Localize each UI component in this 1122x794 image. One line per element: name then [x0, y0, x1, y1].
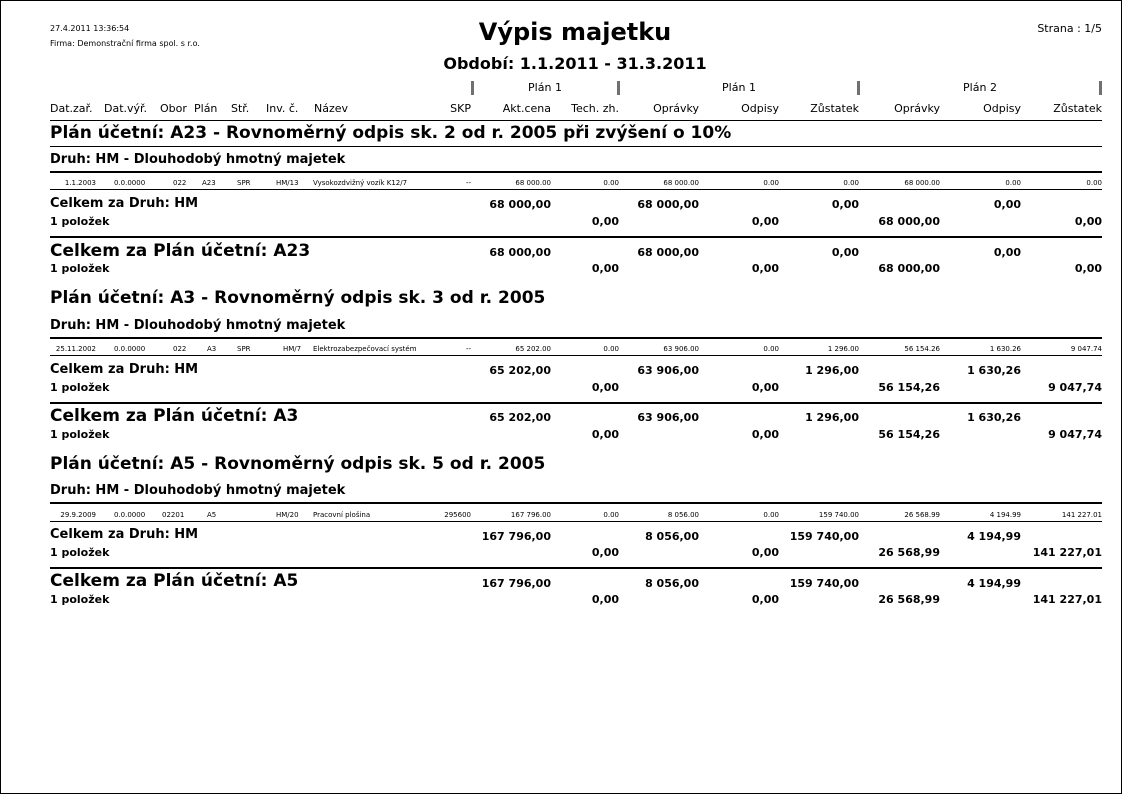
- firm-name: Firma: Demonstrační firma spol. s r.o.: [50, 39, 200, 48]
- druh-total-label: Celkem za Druh: HM: [50, 196, 199, 211]
- druh-total-odpisy-2: 1 630,26: [967, 364, 1021, 377]
- druh-divider: [50, 171, 1102, 173]
- cell-inv: HM/20: [276, 511, 299, 519]
- druh-divider: [50, 502, 1102, 504]
- cell-obor: 022: [173, 345, 187, 353]
- col-akt-cena: Akt.cena: [502, 102, 551, 115]
- plan-total-odpisy-2: 1 630,26: [967, 411, 1021, 424]
- cell-opravky-1: 8 056.00: [667, 511, 699, 519]
- cell-dat-vyr: 0.0.0000: [114, 345, 146, 353]
- druh-total-opravky-1: 63 906,00: [637, 364, 699, 377]
- plan-total-count: 1 položek: [50, 593, 110, 606]
- plan-total-opravky-2: 56 154,26: [878, 428, 940, 441]
- druh-total-tech-zh: 0,00: [591, 215, 619, 228]
- cell-dat-vyr: 0.0.0000: [114, 511, 146, 519]
- col-plan: Plán: [194, 102, 218, 115]
- plan-total-zustatek-1: 0,00: [831, 246, 859, 259]
- col-odpisy-2: Odpisy: [983, 102, 1021, 115]
- cell-skp: --: [465, 345, 471, 353]
- cell-tech-zh: 0.00: [603, 345, 619, 353]
- plan-total-zustatek-1: 1 296,00: [805, 411, 859, 424]
- plan-total-opravky-2: 26 568,99: [878, 593, 940, 606]
- druh-total-odpisy-1: 0,00: [751, 381, 779, 394]
- header-divider: [50, 120, 1102, 121]
- cell-opravky-1: 68 000.00: [663, 179, 699, 187]
- druh-total-odpisy-1: 0,00: [751, 215, 779, 228]
- col-inv: Inv. č.: [266, 102, 299, 115]
- druh-total-akt-cena: 65 202,00: [489, 364, 551, 377]
- cell-odpisy-2: 0.00: [1005, 179, 1021, 187]
- druh-total-akt-cena: 68 000,00: [489, 198, 551, 211]
- druh-total-count: 1 položek: [50, 381, 110, 394]
- cell-opravky-1: 63 906.00: [663, 345, 699, 353]
- plan-group-label: Plán 1: [722, 81, 756, 94]
- cell-dat-zar: 1.1.2003: [64, 179, 96, 187]
- cell-inv: HM/13: [276, 179, 299, 187]
- druh-divider: [50, 337, 1102, 339]
- cell-plan: A5: [207, 511, 217, 519]
- plan-total-zustatek-2: 0,00: [1074, 262, 1102, 275]
- druh-total-label: Celkem za Druh: HM: [50, 527, 199, 542]
- druh-total-odpisy-1: 0,00: [751, 546, 779, 559]
- cell-zustatek-2: 9 047.74: [1070, 345, 1102, 353]
- druh-title: Druh: HM - Dlouhodobý hmotný majetek: [50, 483, 346, 498]
- cell-odpisy-2: 4 194.99: [989, 511, 1021, 519]
- plan-total-akt-cena: 167 796,00: [481, 577, 551, 590]
- cell-obor: 022: [173, 179, 187, 187]
- plan-total-opravky-1: 68 000,00: [637, 246, 699, 259]
- cell-nazev: Pracovní plošina: [313, 511, 371, 519]
- cell-odpisy-1: 0.00: [763, 345, 779, 353]
- cell-dat-zar: 25.11.2002: [55, 345, 96, 353]
- druh-total-tech-zh: 0,00: [591, 381, 619, 394]
- plan-total-odpisy-2: 4 194,99: [967, 577, 1021, 590]
- col-zustatek-1: Zůstatek: [810, 102, 859, 115]
- cell-plan: A3: [207, 345, 217, 353]
- druh-total-tech-zh: 0,00: [591, 546, 619, 559]
- plan-total-zustatek-1: 159 740,00: [789, 577, 859, 590]
- cell-zustatek-1: 1 296.00: [827, 345, 859, 353]
- plan-total-label: Celkem za Plán účetní: A23: [50, 241, 311, 261]
- plan-total-tech-zh: 0,00: [591, 262, 619, 275]
- cell-akt-cena: 65 202.00: [515, 345, 551, 353]
- cell-odpisy-1: 0.00: [763, 511, 779, 519]
- total-divider: [50, 567, 1102, 569]
- cell-opravky-2: 56 154.26: [904, 345, 940, 353]
- druh-total-zustatek-2: 141 227,01: [1032, 546, 1102, 559]
- cell-odpisy-2: 1 630.26: [989, 345, 1021, 353]
- plan-total-odpisy-2: 0,00: [993, 246, 1021, 259]
- cell-nazev: Vysokozdvižný vozík K12/7: [313, 179, 408, 187]
- druh-total-zustatek-2: 0,00: [1074, 215, 1102, 228]
- report-period: Období: 1.1.2011 - 31.3.2011: [443, 54, 707, 73]
- cell-skp: 295600: [444, 511, 471, 519]
- report-datetime: 27.4.2011 13:36:54: [50, 24, 130, 33]
- druh-total-label: Celkem za Druh: HM: [50, 362, 199, 377]
- cell-opravky-2: 26 568.99: [904, 511, 940, 519]
- plan-group-label: Plán 1: [528, 81, 562, 94]
- plan-title: Plán účetní: A3 - Rovnoměrný odpis sk. 3 od r. 2005: [50, 288, 546, 308]
- plan-total-label: Celkem za Plán účetní: A5: [50, 571, 299, 591]
- cell-skp: --: [465, 179, 471, 187]
- plan-total-tech-zh: 0,00: [591, 593, 619, 606]
- group-separator: [1099, 81, 1102, 95]
- druh-total-akt-cena: 167 796,00: [481, 530, 551, 543]
- cell-akt-cena: 68 000.00: [515, 179, 551, 187]
- cell-tech-zh: 0.00: [603, 179, 619, 187]
- group-separator: [471, 81, 474, 95]
- plan-title: Plán účetní: A23 - Rovnoměrný odpis sk. 2 od r. 2005 při zvýšení o 10%: [50, 123, 732, 143]
- col-zustatek-2: Zůstatek: [1053, 102, 1102, 115]
- group-separator: [857, 81, 860, 95]
- col-dat-vyr: Dat.výř.: [104, 102, 148, 115]
- group-separator: [617, 81, 620, 95]
- druh-total-zustatek-1: 159 740,00: [789, 530, 859, 543]
- plan-total-count: 1 položek: [50, 262, 110, 275]
- cell-zustatek-1: 0.00: [843, 179, 859, 187]
- cell-zustatek-2: 0.00: [1086, 179, 1102, 187]
- col-str: Stř.: [231, 102, 250, 115]
- cell-str: SPR: [237, 345, 251, 353]
- druh-total-count: 1 položek: [50, 546, 110, 559]
- plan-total-label: Celkem za Plán účetní: A3: [50, 406, 299, 426]
- druh-total-zustatek-1: 0,00: [831, 198, 859, 211]
- col-tech-zh: Tech. zh.: [571, 102, 619, 115]
- page-number: Strana : 1/5: [1037, 22, 1102, 35]
- druh-total-opravky-1: 8 056,00: [645, 530, 699, 543]
- report-title: Výpis majetku: [478, 18, 672, 46]
- cell-plan: A23: [202, 179, 216, 187]
- col-skp: SKP: [450, 102, 471, 115]
- plan-total-opravky-1: 63 906,00: [637, 411, 699, 424]
- druh-total-opravky-1: 68 000,00: [637, 198, 699, 211]
- col-opravky-1: Oprávky: [653, 102, 699, 115]
- col-odpisy-1: Odpisy: [741, 102, 779, 115]
- plan-total-opravky-2: 68 000,00: [878, 262, 940, 275]
- plan-total-akt-cena: 65 202,00: [489, 411, 551, 424]
- cell-odpisy-1: 0.00: [763, 179, 779, 187]
- druh-total-odpisy-2: 4 194,99: [967, 530, 1021, 543]
- plan-total-tech-zh: 0,00: [591, 428, 619, 441]
- cell-inv: HM/7: [283, 345, 302, 353]
- druh-total-count: 1 položek: [50, 215, 110, 228]
- col-obor: Obor: [160, 102, 187, 115]
- plan-total-odpisy-1: 0,00: [751, 428, 779, 441]
- cell-tech-zh: 0.00: [603, 511, 619, 519]
- druh-total-odpisy-2: 0,00: [993, 198, 1021, 211]
- total-divider: [50, 402, 1102, 404]
- col-nazev: Název: [314, 102, 349, 115]
- row-divider: [50, 189, 1102, 190]
- druh-total-opravky-2: 56 154,26: [878, 381, 940, 394]
- druh-total-opravky-2: 26 568,99: [878, 546, 940, 559]
- druh-total-zustatek-2: 9 047,74: [1048, 381, 1102, 394]
- druh-title: Druh: HM - Dlouhodobý hmotný majetek: [50, 152, 346, 167]
- plan-title: Plán účetní: A5 - Rovnoměrný odpis sk. 5 od r. 2005: [50, 454, 546, 474]
- col-dat-zar: Dat.zař.: [50, 102, 93, 115]
- druh-total-opravky-2: 68 000,00: [878, 215, 940, 228]
- cell-akt-cena: 167 796.00: [510, 511, 551, 519]
- cell-opravky-2: 68 000.00: [904, 179, 940, 187]
- plan-total-count: 1 položek: [50, 428, 110, 441]
- cell-zustatek-2: 141 227.01: [1061, 511, 1102, 519]
- druh-total-zustatek-1: 1 296,00: [805, 364, 859, 377]
- col-opravky-2: Oprávky: [894, 102, 940, 115]
- plan-total-zustatek-2: 9 047,74: [1048, 428, 1102, 441]
- cell-str: SPR: [237, 179, 251, 187]
- plan-group-label: Plán 2: [963, 81, 997, 94]
- section-divider: [50, 146, 1102, 147]
- cell-nazev: Elektrozabezpečovací systém: [313, 345, 417, 353]
- plan-total-akt-cena: 68 000,00: [489, 246, 551, 259]
- cell-obor: 02201: [162, 511, 185, 519]
- plan-total-odpisy-1: 0,00: [751, 593, 779, 606]
- plan-total-opravky-1: 8 056,00: [645, 577, 699, 590]
- total-divider: [50, 236, 1102, 238]
- row-divider: [50, 355, 1102, 356]
- druh-title: Druh: HM - Dlouhodobý hmotný majetek: [50, 318, 346, 333]
- plan-total-odpisy-1: 0,00: [751, 262, 779, 275]
- cell-dat-vyr: 0.0.0000: [114, 179, 146, 187]
- plan-total-zustatek-2: 141 227,01: [1032, 593, 1102, 606]
- cell-zustatek-1: 159 740.00: [818, 511, 859, 519]
- cell-dat-zar: 29.9.2009: [60, 511, 96, 519]
- row-divider: [50, 521, 1102, 522]
